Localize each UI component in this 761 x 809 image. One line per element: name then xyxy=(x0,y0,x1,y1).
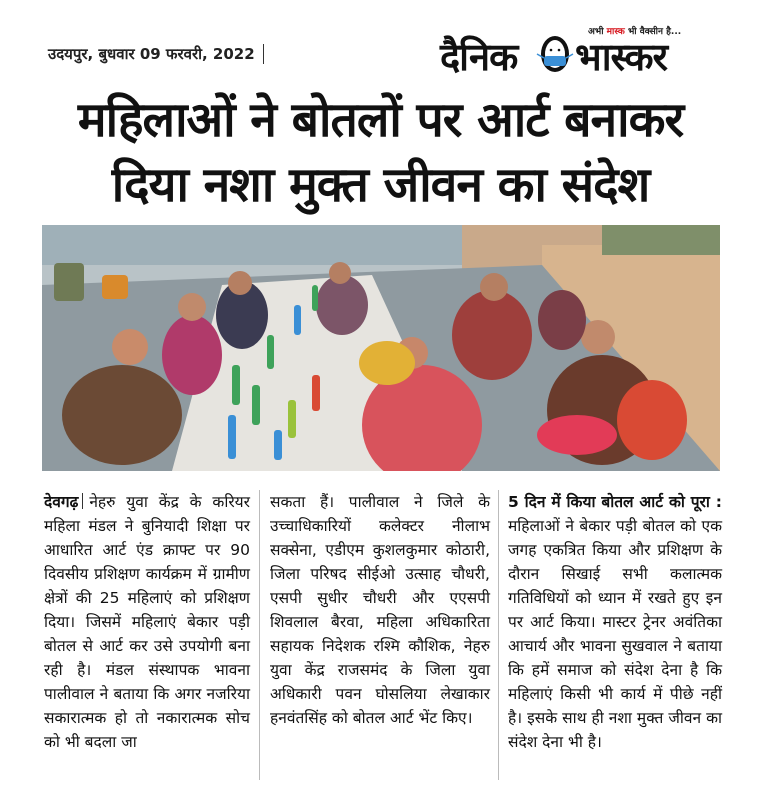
article-location: देवगढ़ xyxy=(44,493,79,511)
column-3-text: महिलाओं ने बेकार पड़ी बोतल को एक जगह एकत्रित किया और प्रशिक्षण के दौरान सिखाई सभी कलात्मक गतिविधियों को ध्यान में रखते हुए इन पर आर्ट किया। मास्टर ट्रेनर अवंतिका आचार्य और भावना सुखवाल ने बताया कि हमें समाज को संदेश देना है कि महिलाएं किसी भी कार्य में पीछे नहीं है। इसके साथ ही नशा मुक्त जीवन का संदेश देना भी है। xyxy=(508,517,722,751)
tagline-highlight: मास्क xyxy=(606,27,625,37)
logo-word-bhaskar: भास्कर xyxy=(575,35,668,79)
logo-word-dainik: दैनिक xyxy=(440,35,518,79)
tagline-prefix: अभी xyxy=(588,27,607,37)
location-separator xyxy=(82,493,83,509)
column-1-text: नेहरु युवा केंद्र के करियर महिला मंडल ने बुनियादी शिक्षा पर आधारित आर्ट एंड क्राफ्ट पर 90 दिवसीय प्रशिक्षण कार्यक्रम में ग्रामीण क्षेत्रों की 25 महिलाएं को प्रशिक्षण दिया। जिसमें महिलाएं बेकार पड़ी बोतल से आर्ट कर उसे उपयोगी बना रही है। मंडल संस्थापक भावना पालीवाल ने बताया कि अगर नजरिया सकारात्मक हो तो नकारात्मक सोच को भी बदला जा xyxy=(44,493,250,751)
tagline-suffix: भी वैक्सीन है... xyxy=(624,27,682,37)
article-column-3 xyxy=(508,490,722,754)
column-divider xyxy=(498,490,499,780)
column-2-text: सकता हैं। पालीवाल ने जिले के उच्चाधिकारियों कलेक्टर नीलाभ सक्सेना, एडीएम कुशलकुमार कोठारी, जिला परिषद सीईओ उत्साह चौधरी, एसपी सुधीर चौधरी और एएसपी शिवलाल बैरवा, महिला अधिकारिता सहायक निदेशक रश्मि कौशिक, नेहरु युवा केंद्र राजसमंद के जिला युवा अधिकारी पवन घोसलिया लेखाकार हनवंतसिंह को बोतल आर्ट भेंट किए। xyxy=(270,493,490,727)
dateline: उदयपुर, बुधवार 09 फरवरी, 2022 xyxy=(48,44,264,64)
column-3-subhead: 5 दिन में किया बोतल आर्ट को पूरा : xyxy=(508,493,722,511)
headline-line-2: दिया नशा मुक्त जीवन का संदेश xyxy=(111,157,650,213)
article-column-2 xyxy=(270,490,490,730)
headline-line-1: महिलाओं ने बोतलों पर आर्ट बनाकर xyxy=(77,92,684,148)
women-painting-bottles-photo xyxy=(42,225,720,471)
news-photo xyxy=(42,225,720,471)
masked-face-icon xyxy=(535,32,575,76)
article-column-1 xyxy=(44,490,250,754)
column-divider xyxy=(259,490,260,780)
